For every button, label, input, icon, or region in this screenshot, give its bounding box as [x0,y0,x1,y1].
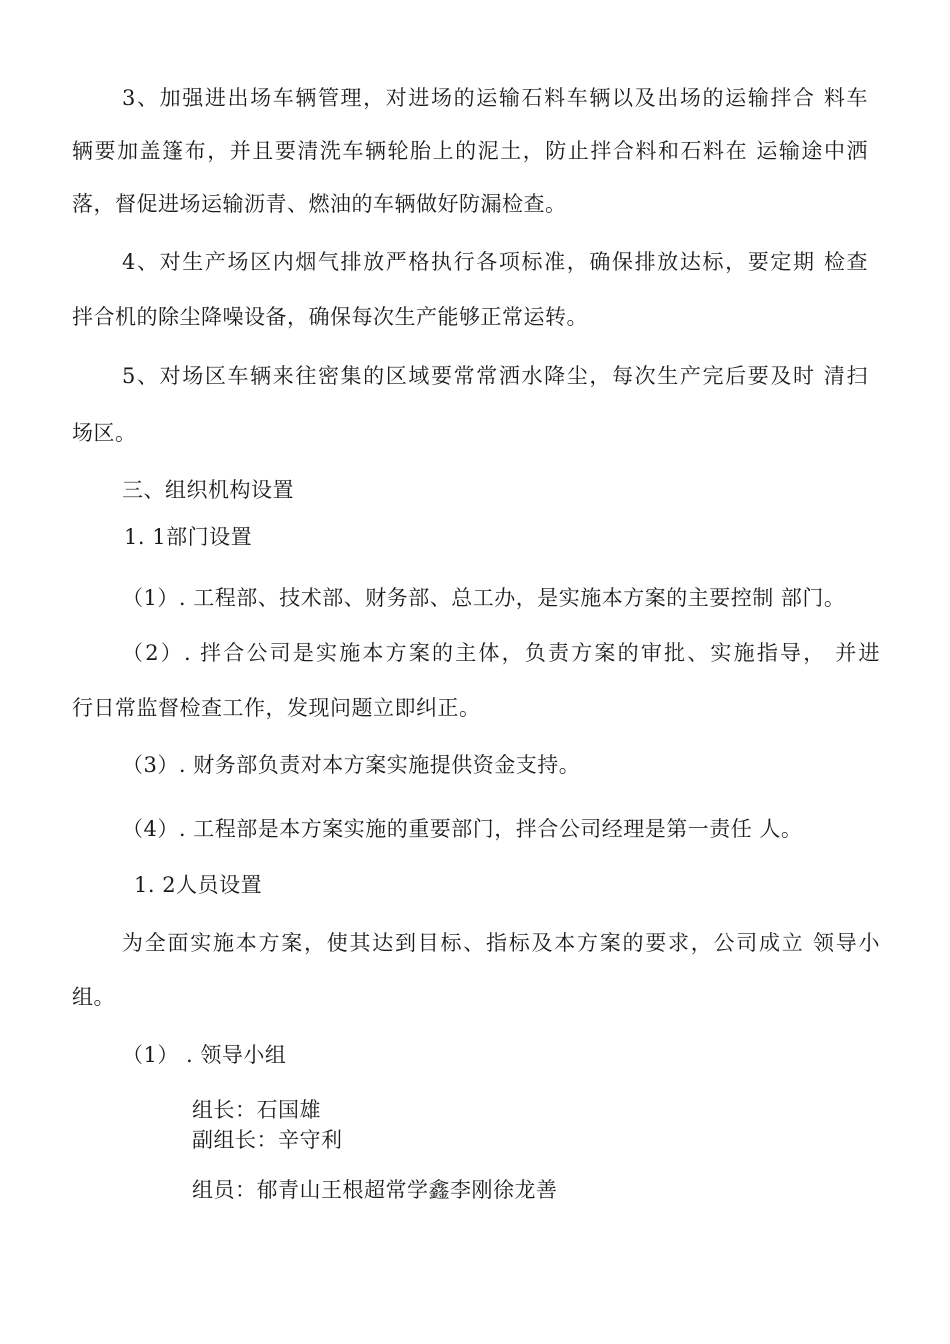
department-item-3: （3）. 财务部负责对本方案实施提供资金支持。 [122,753,581,777]
department-item-1: （1）. 工程部、技术部、财务部、总工办，是实施本方案的主要控制 部门。 [122,586,846,610]
paragraph-3-line-1: 3、加强进出场车辆管理，对进场的运输石料车辆以及出场的运输拌合 料车 [122,86,868,110]
paragraph-5-line-2: 场区。 [72,421,137,445]
paragraph-4-line-2: 拌合机的除尘降噪设备，确保每次生产能够正常运转。 [72,305,588,329]
paragraph-4-line-1: 4、对生产场区内烟气排放严格执行各项标准，确保排放达标，要定期 检查 [122,250,868,274]
group-members: 组员：郁青山王根超常学鑫李刚徐龙善 [192,1178,558,1202]
subheading-department-setup: 1. 1部门设置 [124,525,253,549]
subheading-personnel-setup: 1. 2人员设置 [134,873,263,897]
personnel-intro-line-2: 组。 [72,985,115,1009]
personnel-intro-line-1: 为全面实施本方案，使其达到目标、指标及本方案的要求，公司成立 领导小 [122,931,880,955]
section-heading-organization: 三、组织机构设置 [122,478,294,502]
paragraph-3-line-2: 辆要加盖篷布，并且要清洗车辆轮胎上的泥土，防止拌合料和石料在 运输途中洒 [72,139,868,163]
leadership-group-heading: （1） . 领导小组 [122,1043,287,1067]
department-item-2-line-1: （2）. 拌合公司是实施本方案的主体，负责方案的审批、实施指导， 并进 [122,641,880,665]
group-leader: 组长：石国雄 [192,1098,321,1122]
group-vice-leader: 副组长：辛守利 [192,1128,343,1152]
department-item-4: （4）. 工程部是本方案实施的重要部门，拌合公司经理是第一责任 人。 [122,817,803,841]
department-item-2-line-2: 行日常监督检查工作，发现问题立即纠正。 [72,696,481,720]
paragraph-3-line-3: 落，督促进场运输沥青、燃油的车辆做好防漏检查。 [72,192,567,216]
paragraph-5-line-1: 5、对场区车辆来往密集的区域要常常洒水降尘，每次生产完后要及时 清扫 [122,364,868,388]
